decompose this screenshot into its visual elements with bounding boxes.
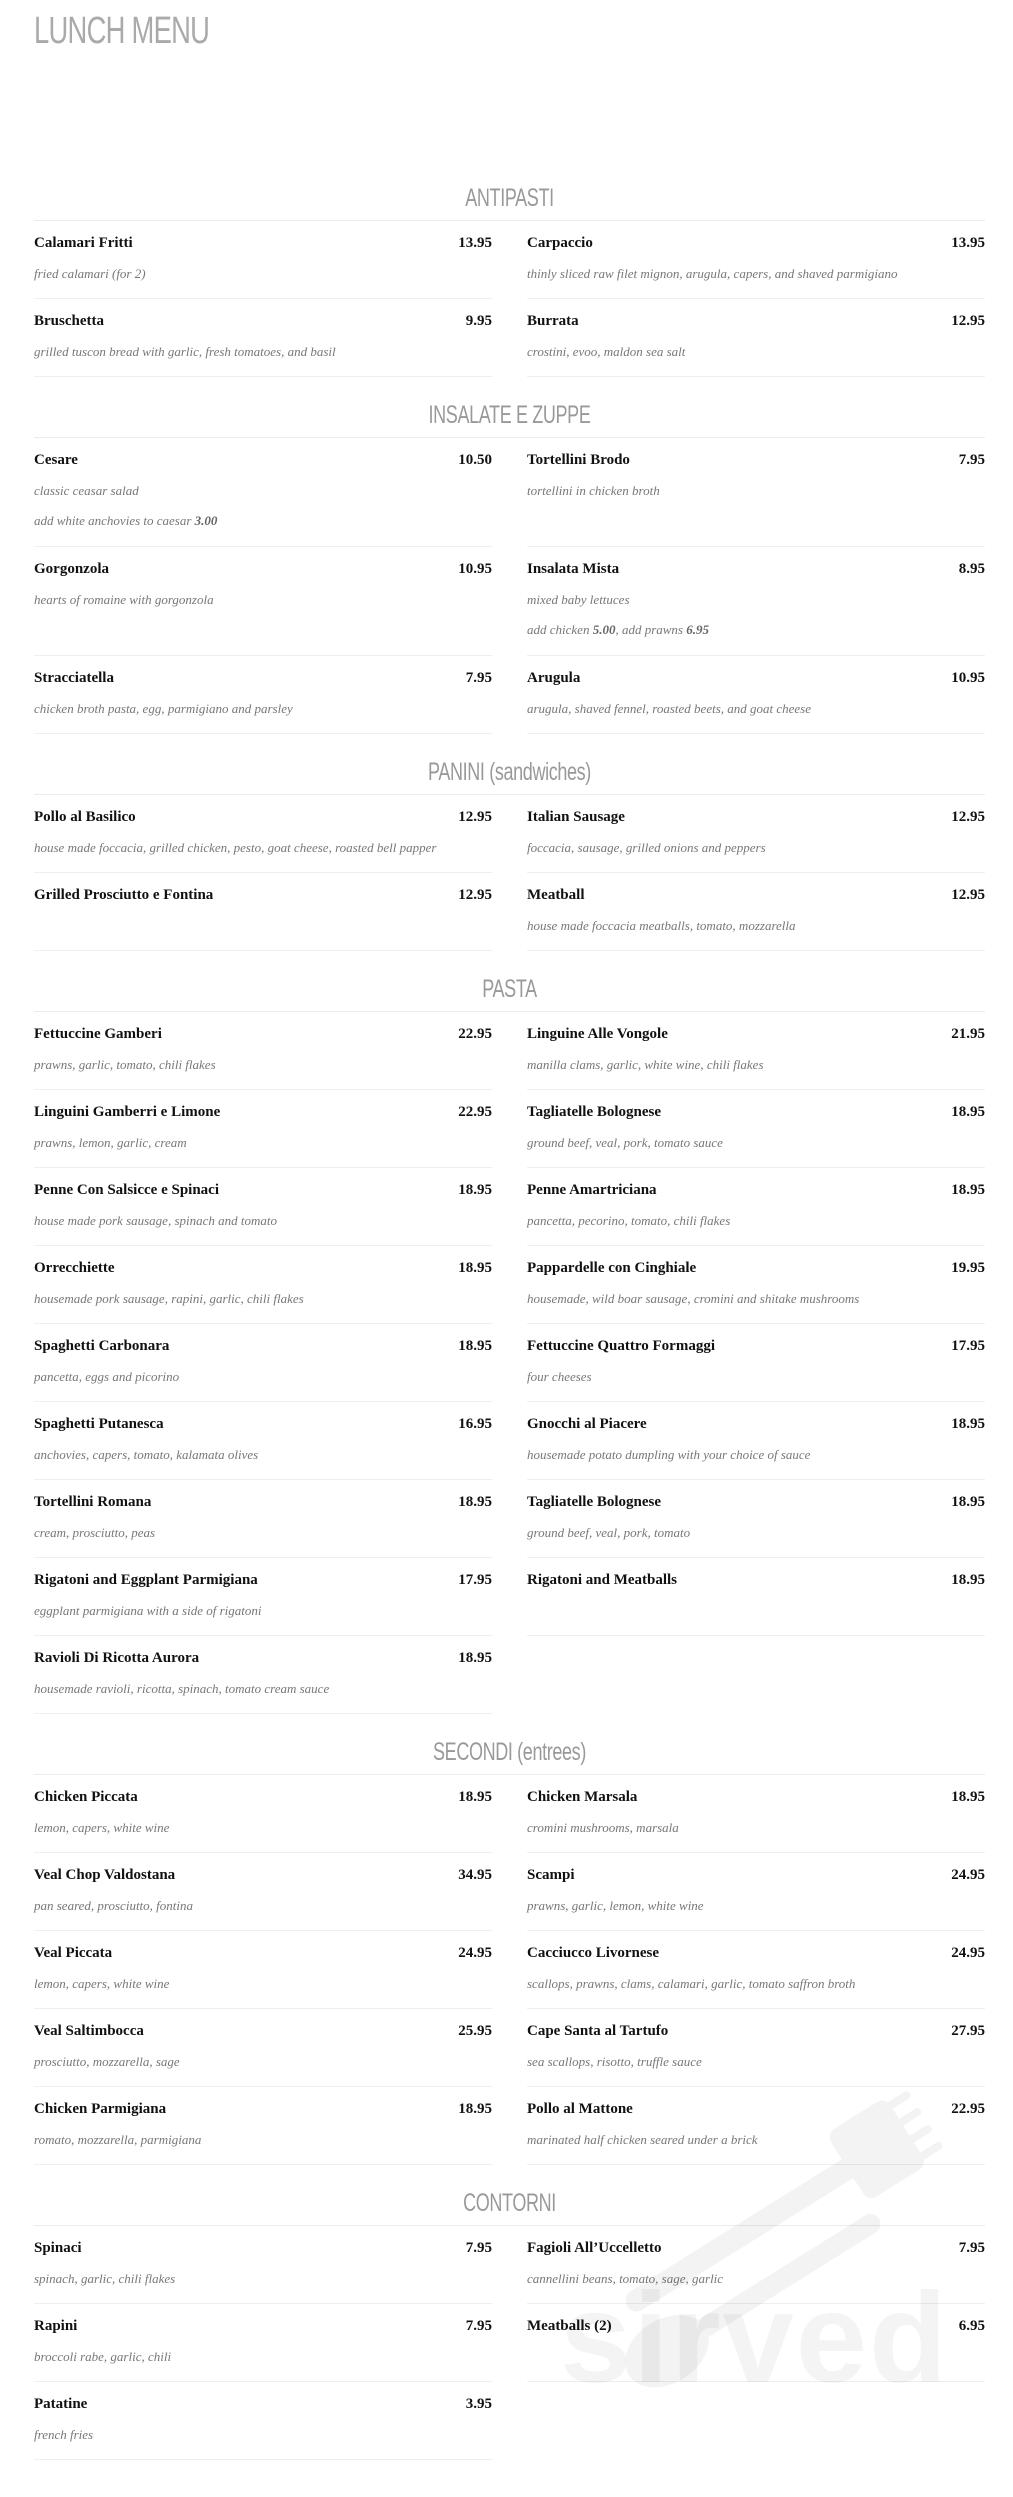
menu-item-header <box>34 561 492 583</box>
menu-section <box>34 178 985 377</box>
menu-item <box>34 1090 492 1168</box>
menu-item-price: 13.95 <box>951 235 985 251</box>
menu-item-price: 7.95 <box>958 452 985 468</box>
menu-item <box>527 438 985 547</box>
menu-item-header <box>527 561 985 583</box>
menu-item-name: Cape Santa al Tartufo <box>527 2023 669 2039</box>
menu-item <box>527 873 985 951</box>
menu-item-description: anchovies, capers, tomato, kalamata olives <box>34 1447 259 1462</box>
menu-item-header <box>527 1867 985 1889</box>
menu-item-description: lemon, capers, white wine <box>34 1820 170 1835</box>
menu-item-name: Chicken Marsala <box>527 1789 638 1805</box>
menu-item <box>527 2009 985 2087</box>
menu-item-description: pancetta, pecorino, tomato, chili flakes <box>527 1213 731 1228</box>
menu-item-price: 17.95 <box>458 1572 492 1588</box>
menu-item-header <box>34 2396 492 2418</box>
menu-item <box>34 1168 492 1246</box>
menu-item-description: pan seared, prosciutto, fontina <box>34 1898 194 1913</box>
menu-item-description: arugula, shaved fennel, roasted beets, and goat cheese <box>527 701 812 716</box>
menu-item <box>527 2087 985 2165</box>
menu-item-price: 22.95 <box>458 1026 492 1042</box>
menu-item-description: tortellini in chicken broth <box>527 483 660 498</box>
menu-item-price: 18.95 <box>951 1182 985 1198</box>
menu-item-price: 8.95 <box>958 561 985 577</box>
menu-item-header <box>34 1572 492 1594</box>
menu-item-description: fried calamari (for 2) <box>34 266 146 281</box>
menu-item-header <box>527 670 985 692</box>
menu-item-name: Burrata <box>527 313 579 329</box>
menu-item-name: Spaghetti Carbonara <box>34 1338 170 1354</box>
menu-item-header <box>34 1104 492 1126</box>
menu-item-header <box>527 1494 985 1516</box>
menu-item-name: Gorgonzola <box>34 561 109 577</box>
menu-section <box>34 395 985 734</box>
menu-section <box>34 969 985 1714</box>
menu-item-header <box>34 1182 492 1204</box>
menu-item <box>34 1480 492 1558</box>
menu-item-price: 13.95 <box>458 235 492 251</box>
menu-item-description: chicken broth pasta, egg, parmigiano and parsley <box>34 701 293 716</box>
menu-item-header <box>34 235 492 257</box>
menu-item-price: 34.95 <box>458 1867 492 1883</box>
menu-item <box>34 1931 492 2009</box>
menu-item-description: classic ceasar salad <box>34 483 139 498</box>
menu-item-price: 18.95 <box>458 1260 492 1276</box>
menu-item-description: crostini, evoo, maldon sea salt <box>527 344 686 359</box>
menu-item-header <box>527 809 985 831</box>
menu-item-description: mixed baby lettuces <box>527 592 630 607</box>
menu-item-description: lemon, capers, white wine <box>34 1976 170 1991</box>
menu-item-price: 22.95 <box>458 1104 492 1120</box>
menu-item-name: Cacciucco Livornese <box>527 1945 660 1961</box>
menu-item-header <box>527 313 985 335</box>
menu-item-description: french fries <box>34 2427 94 2442</box>
menu-item <box>34 873 492 951</box>
menu-item-name: Chicken Piccata <box>34 1789 138 1805</box>
menu-item-name: Pappardelle con Cinghiale <box>527 1260 697 1276</box>
menu-item <box>527 1324 985 1402</box>
menu-item-header <box>527 1026 985 1048</box>
menu-item <box>34 2087 492 2165</box>
menu-item-description: spinach, garlic, chili flakes <box>34 2271 176 2286</box>
menu-item <box>34 1012 492 1090</box>
menu-item-description: prawns, garlic, lemon, white wine <box>527 1898 704 1913</box>
menu-item-header <box>527 2240 985 2262</box>
menu-item-name: Fettuccine Gamberi <box>34 1026 162 1042</box>
menu-item-header <box>34 2101 492 2123</box>
menu-item-name: Penne Con Salsicce e Spinaci <box>34 1182 220 1198</box>
menu-item-price: 18.95 <box>951 1416 985 1432</box>
menu-item-name: Insalata Mista <box>527 561 620 577</box>
menu-item-name: Stracciatella <box>34 670 114 686</box>
menu-item-name: Linguini Gamberri e Limone <box>34 1104 221 1120</box>
menu-items <box>34 795 985 951</box>
menu-item-price: 18.95 <box>458 1789 492 1805</box>
menu-item-price: 12.95 <box>951 809 985 825</box>
menu-section <box>34 1732 985 2165</box>
menu-item-name: Italian Sausage <box>527 809 625 825</box>
menu-item <box>34 1402 492 1480</box>
menu-item-name: Calamari Fritti <box>34 235 133 251</box>
menu-item-price: 18.95 <box>951 1789 985 1805</box>
menu-item <box>34 438 492 547</box>
sirved-watermark <box>560 2275 949 2403</box>
menu-item <box>527 1012 985 1090</box>
menu-item-header <box>34 670 492 692</box>
menu-item-name: Pollo al Mattone <box>527 2101 633 2117</box>
menu-item-description: four cheeses <box>527 1369 592 1384</box>
menu-item <box>34 795 492 873</box>
menu-item-name: Spinaci <box>34 2240 82 2256</box>
menu-item-description: hearts of romaine with gorgonzola <box>34 592 214 607</box>
menu-item <box>34 2226 492 2304</box>
menu-item-description: foccacia, sausage, grilled onions and peppers <box>527 840 766 855</box>
menu-item-price: 12.95 <box>951 887 985 903</box>
menu-item <box>527 1168 985 1246</box>
menu-item-header <box>34 1338 492 1360</box>
menu-item <box>34 656 492 734</box>
menu-item <box>527 1931 985 2009</box>
menu-item <box>34 1853 492 1931</box>
menu-item-name: Pollo al Basilico <box>34 809 136 825</box>
menu-item <box>527 299 985 377</box>
menu-item-description: ground beef, veal, pork, tomato sauce <box>527 1135 723 1150</box>
menu-item-price: 12.95 <box>458 887 492 903</box>
menu-item-description: sea scallops, risotto, truffle sauce <box>527 2054 702 2069</box>
menu-item-price: 19.95 <box>951 1260 985 1276</box>
menu-item-header <box>527 1416 985 1438</box>
menu-item-price: 7.95 <box>465 670 492 686</box>
menu-item-header <box>34 2023 492 2045</box>
menu-item-description: cromini mushrooms, marsala <box>527 1820 679 1835</box>
menu-item-price: 16.95 <box>458 1416 492 1432</box>
addon-price: 6.95 <box>686 622 709 637</box>
section-title: ANTIPASTI <box>465 184 554 212</box>
page-title: LUNCH MENU <box>34 10 210 52</box>
menu-item-description: scallops, prawns, clams, calamari, garlic, tomato saffron broth <box>527 1976 856 1991</box>
menu-item <box>34 2382 492 2460</box>
menu-item-price: 10.50 <box>458 452 492 468</box>
menu-item-name: Fagioli All’Uccelletto <box>527 2240 662 2256</box>
menu-item-header <box>34 887 492 909</box>
menu-item-header <box>34 313 492 335</box>
menu-item-header <box>527 1260 985 1282</box>
menu-item-price: 9.95 <box>465 313 492 329</box>
menu-item <box>34 1558 492 1636</box>
menu-item-price: 24.95 <box>458 1945 492 1961</box>
menu-item-description: prawns, lemon, garlic, cream <box>34 1135 187 1150</box>
menu-item <box>34 1775 492 1853</box>
menu-item-price: 7.95 <box>465 2240 492 2256</box>
menu-item-header <box>34 1416 492 1438</box>
menu-item-name: Grilled Prosciutto e Fontina <box>34 887 214 903</box>
addon-text: add chicken <box>527 622 593 637</box>
menu-item-description: housemade pork sausage, rapini, garlic, chili flakes <box>34 1291 304 1306</box>
menu-item-header <box>527 2101 985 2123</box>
menu-item-price: 18.95 <box>458 1338 492 1354</box>
menu-items <box>34 438 985 734</box>
menu-item-name: Arugula <box>527 670 581 686</box>
menu-item-price: 7.95 <box>465 2318 492 2334</box>
menu-item-name: Orrecchiette <box>34 1260 115 1276</box>
menu-item <box>527 656 985 734</box>
menu-item-description: marinated half chicken seared under a brick <box>527 2132 758 2147</box>
menu-item-header <box>34 2318 492 2340</box>
menu-item-price: 10.95 <box>951 670 985 686</box>
menu-item-description: manilla clams, garlic, white wine, chili flakes <box>527 1057 764 1072</box>
menu-item-name: Scampi <box>527 1867 575 1883</box>
menu-item-name: Veal Piccata <box>34 1945 113 1961</box>
menu-item-description: house made foccacia, grilled chicken, pesto, goat cheese, roasted bell papper <box>34 840 437 855</box>
menu-item-description: cream, prosciutto, peas <box>34 1525 156 1540</box>
menu-item <box>34 1324 492 1402</box>
menu-item-header <box>527 1572 985 1594</box>
menu-item-name: Veal Saltimbocca <box>34 2023 144 2039</box>
menu-item-description: broccoli rabe, garlic, chili <box>34 2349 172 2364</box>
menu-item-header <box>527 1104 985 1126</box>
menu-item-price: 18.95 <box>951 1572 985 1588</box>
menu-item-description: prosciutto, mozzarella, sage <box>34 2054 180 2069</box>
menu-item-description: thinly sliced raw filet mignon, arugula, capers, and shaved parmigiano <box>527 266 898 281</box>
menu-item <box>527 1246 985 1324</box>
menu-item <box>34 221 492 299</box>
section-title: INSALATE E ZUPPE <box>428 401 591 429</box>
menu-item-name: Rigatoni and Eggplant Parmigiana <box>34 1572 258 1588</box>
menu-item-header <box>34 1867 492 1889</box>
menu-item-name: Patatine <box>34 2396 88 2412</box>
section-title: CONTORNI <box>463 2189 556 2217</box>
menu-item-price: 18.95 <box>458 1494 492 1510</box>
menu-item-name: Meatball <box>527 887 585 903</box>
menu-item-name: Fettuccine Quattro Formaggi <box>527 1338 716 1354</box>
menu-item-name: Rapini <box>34 2318 78 2334</box>
menu-item-price: 18.95 <box>458 1182 492 1198</box>
menu-item-header <box>527 1945 985 1967</box>
menu-item-price: 12.95 <box>458 809 492 825</box>
menu-item-name: Chicken Parmigiana <box>34 2101 167 2117</box>
menu-item-name: Carpaccio <box>527 235 593 251</box>
menu-item-name: Penne Amartriciana <box>527 1182 657 1198</box>
menu-item-header <box>34 1650 492 1672</box>
menu-item-name: Gnocchi al Piacere <box>527 1416 647 1432</box>
menu-item-price: 24.95 <box>951 1867 985 1883</box>
menu-item-description: eggplant parmigiana with a side of rigatoni <box>34 1603 262 1618</box>
menu-item-description: house made pork sausage, spinach and tomato <box>34 1213 278 1228</box>
menu-item-header <box>34 452 492 474</box>
menu-item <box>527 1558 985 1636</box>
menu-item <box>34 1246 492 1324</box>
menu-item <box>34 1636 492 1714</box>
menu-item-header <box>527 1789 985 1811</box>
menu-item <box>34 2009 492 2087</box>
menu-item-price: 7.95 <box>958 2240 985 2256</box>
menu <box>34 178 985 2460</box>
menu-item-price: 18.95 <box>951 1494 985 1510</box>
menu-item-name: Veal Chop Valdostana <box>34 1867 176 1883</box>
menu-item-header <box>34 1026 492 1048</box>
menu-item-price: 17.95 <box>951 1338 985 1354</box>
addon-text: add white anchovies to caesar <box>34 513 195 528</box>
menu-item-description: housemade, wild boar sausage, cromini and shitake mushrooms <box>527 1291 860 1306</box>
section-title: PANINI (sandwiches) <box>428 758 591 786</box>
menu-item-header <box>527 452 985 474</box>
menu-items <box>34 1012 985 1714</box>
menu-item-price: 21.95 <box>951 1026 985 1042</box>
section-title: SECONDI (entrees) <box>433 1738 586 1766</box>
menu-item-header <box>527 887 985 909</box>
menu-item-price: 12.95 <box>951 313 985 329</box>
addon-price: 3.00 <box>194 513 218 528</box>
menu-item <box>527 1853 985 1931</box>
menu-item-name: Rigatoni and Meatballs <box>527 1572 678 1588</box>
menu-item <box>527 221 985 299</box>
menu-item-price: 25.95 <box>458 2023 492 2039</box>
menu-item <box>527 547 985 656</box>
menu-item-description: house made foccacia meatballs, tomato, mozzarella <box>527 918 796 933</box>
menu-item-description: grilled tuscon bread with garlic, fresh tomatoes, and basil <box>34 344 336 359</box>
menu-item-description: housemade ravioli, ricotta, spinach, tomato cream sauce <box>34 1681 330 1696</box>
menu-item-header <box>527 1182 985 1204</box>
menu-item-addon-note <box>527 621 985 639</box>
menu-item-name: Tagliatelle Bolognese <box>527 1494 662 1510</box>
menu-items <box>34 221 985 377</box>
menu-items <box>34 1775 985 2165</box>
menu-item-header <box>34 1494 492 1516</box>
menu-section <box>34 752 985 951</box>
menu-item-header <box>527 235 985 257</box>
menu-item <box>527 1402 985 1480</box>
menu-item <box>34 299 492 377</box>
menu-item-name: Bruschetta <box>34 313 104 329</box>
menu-item-header <box>34 809 492 831</box>
menu-item-price: 24.95 <box>951 1945 985 1961</box>
menu-item <box>527 795 985 873</box>
menu-item-name: Tagliatelle Bolognese <box>527 1104 662 1120</box>
menu-item-name: Spaghetti Putanesca <box>34 1416 164 1432</box>
menu-item <box>527 1480 985 1558</box>
menu-item-header <box>34 2240 492 2262</box>
menu-item-price: 6.95 <box>958 2318 985 2334</box>
menu-item <box>527 1090 985 1168</box>
menu-item-header <box>34 1945 492 1967</box>
menu-item-header <box>527 2023 985 2045</box>
menu-item-description: prawns, garlic, tomato, chili flakes <box>34 1057 216 1072</box>
menu-item-price: 10.95 <box>458 561 492 577</box>
menu-item-price: 22.95 <box>951 2101 985 2117</box>
menu-item-description: ground beef, veal, pork, tomato <box>527 1525 691 1540</box>
addon-price: 5.00 <box>592 622 616 637</box>
menu-item-price: 18.95 <box>951 1104 985 1120</box>
menu-item-name: Tortellini Brodo <box>527 452 630 468</box>
menu-item-description: romato, mozzarella, parmigiana <box>34 2132 202 2147</box>
menu-item-name: Cesare <box>34 452 78 468</box>
menu-item-header <box>34 1789 492 1811</box>
menu-item-price: 27.95 <box>951 2023 985 2039</box>
menu-item-price: 18.95 <box>458 2101 492 2117</box>
menu-item <box>34 2304 492 2382</box>
menu-item-name: Meatballs (2) <box>527 2318 612 2334</box>
menu-item-price: 3.95 <box>465 2396 492 2412</box>
menu-item <box>527 1775 985 1853</box>
menu-item-addon-note <box>34 512 492 530</box>
menu-item-price: 18.95 <box>458 1650 492 1666</box>
menu-item-header <box>34 1260 492 1282</box>
section-title: PASTA <box>482 975 537 1003</box>
addon-text: , add prawns <box>615 622 687 637</box>
menu-item-description: cannellini beans, tomato, sage, garlic <box>527 2271 724 2286</box>
menu-item-name: Ravioli Di Ricotta Aurora <box>34 1650 200 1666</box>
menu-item-description: housemade potato dumpling with your choice of sauce <box>527 1447 811 1462</box>
menu-item-header <box>527 1338 985 1360</box>
menu-item-name: Tortellini Romana <box>34 1494 152 1510</box>
menu-item-name: Linguine Alle Vongole <box>527 1026 668 1042</box>
menu-item <box>34 547 492 656</box>
menu-item-description: pancetta, eggs and picorino <box>34 1369 180 1384</box>
